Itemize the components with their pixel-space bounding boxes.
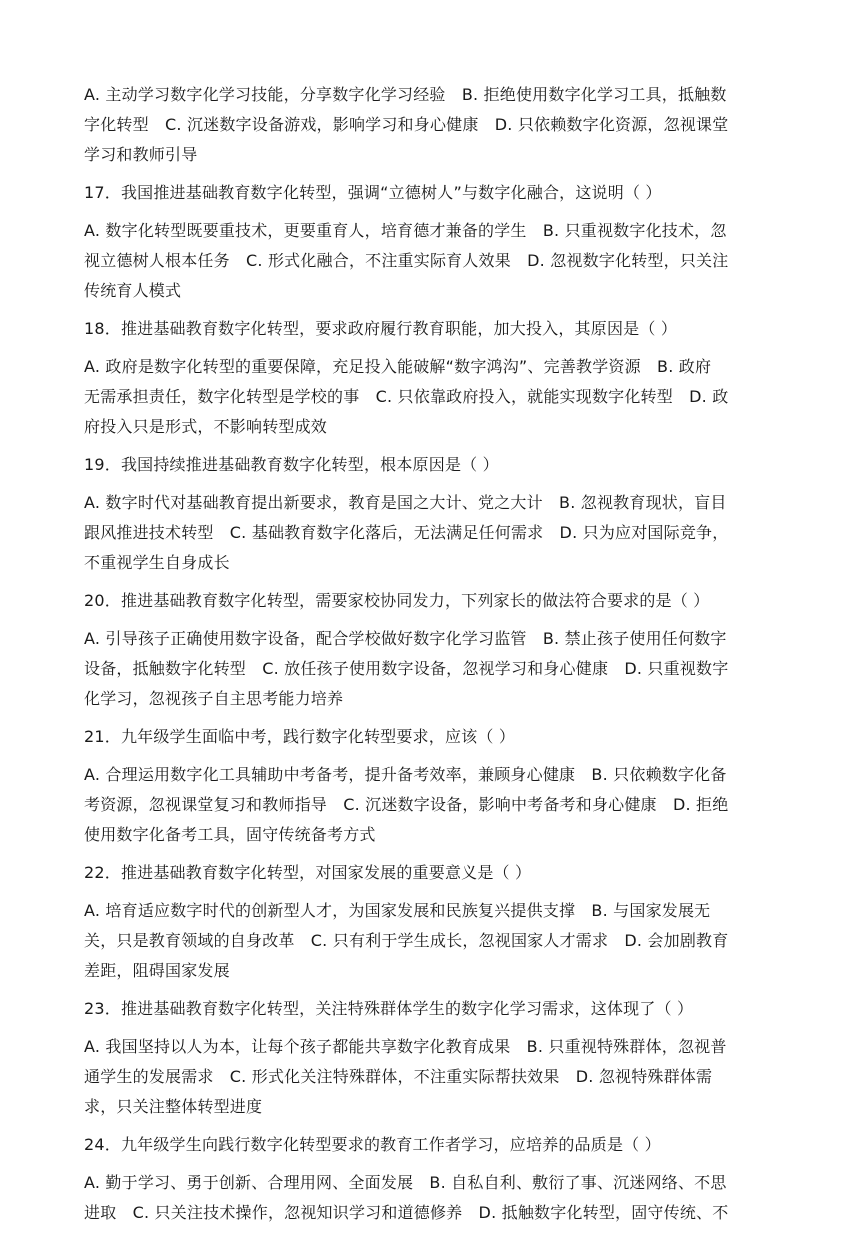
text-line: A. 培育适应数字时代的创新型人才，为国家发展和民族复兴提供支撑 B. 与国家发展无 (84, 901, 711, 920)
text-line: 求，只关注整体转型进度 (84, 1097, 263, 1116)
text-line: 字化转型 C. 沉迷数字设备游戏，影响学习和身心健康 D. 只依赖数字化资源，忽视课堂 (84, 115, 729, 134)
answer-options (84, 352, 789, 442)
text-line: 无需承担责任，数字化转型是学校的事 C. 只依靠政府投入，就能实现数字化转型 D. 政 (84, 387, 729, 406)
text-line: 24．九年级学生向践行数字化转型要求的教育工作者学习，应培养的品质是（ ） (84, 1135, 661, 1154)
answer-options (84, 896, 789, 986)
text-line: A. 政府是数字化转型的重要保障，充足投入能破解“数字鸿沟”、完善教学资源 B. 政府 (84, 357, 712, 376)
text-line: 不重视学生自身成长 (84, 553, 230, 572)
text-line: 学习和教师引导 (84, 145, 198, 164)
question-stem (84, 722, 789, 752)
text-line: 传统育人模式 (84, 281, 182, 300)
text-line: 考资源，忽视课堂复习和教师指导 C. 沉迷数字设备，影响中考备考和身心健康 D. 拒绝 (84, 795, 729, 814)
text-line: 19．我国持续推进基础教育数字化转型，根本原因是（ ） (84, 455, 499, 474)
answer-options (84, 624, 789, 714)
question-stem (84, 314, 789, 344)
answer-options (84, 1168, 789, 1228)
text-line: 进取 C. 只关注技术操作，忽视知识学习和道德修养 D. 抵触数字化转型，固守传统、不 (84, 1203, 729, 1222)
question-stem (84, 1130, 789, 1160)
text-line: 府投入只是形式，不影响转型成效 (84, 417, 328, 436)
text-line: 23．推进基础教育数字化转型，关注特殊群体学生的数字化学习需求，这体现了（ ） (84, 999, 694, 1018)
text-line: 20．推进基础教育数字化转型，需要家校协同发力，下列家长的做法符合要求的是（ ） (84, 591, 710, 610)
text-line: A. 勤于学习、勇于创新、合理用网、全面发展 B. 自私自利、敷衍了事、沉迷网络、不思 (84, 1173, 727, 1192)
text-line: 18．推进基础教育数字化转型，要求政府履行教育职能，加大投入，其原因是（ ） (84, 319, 678, 338)
text-line: A. 合理运用数字化工具辅助中考备考，提升备考效率，兼顾身心健康 B. 只依赖数字化备 (84, 765, 727, 784)
text-line: A. 引导孩子正确使用数字设备，配合学校做好数字化学习监管 B. 禁止孩子使用任何数字 (84, 629, 727, 648)
text-line: 17．我国推进基础教育数字化转型，强调“立德树人”与数字化融合，这说明（ ） (84, 183, 662, 202)
answer-options (84, 760, 789, 850)
text-line: 差距，阻碍国家发展 (84, 961, 230, 980)
question-stem (84, 450, 789, 480)
text-line: 21．九年级学生面临中考，践行数字化转型要求，应该（ ） (84, 727, 516, 746)
answer-options (84, 80, 789, 170)
question-stem (84, 858, 789, 888)
text-line: 化学习，忽视孩子自主思考能力培养 (84, 689, 344, 708)
question-stem (84, 586, 789, 616)
question-stem (84, 178, 789, 208)
text-line: 使用数字化备考工具，固守传统备考方式 (84, 825, 376, 844)
text-line: 视立德树人根本任务 C. 形式化融合，不注重实际育人效果 D. 忽视数字化转型，只关注 (84, 251, 729, 270)
text-line: 设备，抵触数字化转型 C. 放任孩子使用数字设备，忽视学习和身心健康 D. 只重视数字 (84, 659, 729, 678)
question-stem (84, 994, 789, 1024)
text-line: A. 数字时代对基础教育提出新要求，教育是国之大计、党之大计 B. 忽视教育现状，盲目 (84, 493, 727, 512)
text-line: A. 我国坚持以人为本，让每个孩子都能共享数字化教育成果 B. 只重视特殊群体，忽视普 (84, 1037, 727, 1056)
text-line: 关，只是教育领域的自身改革 C. 只有利于学生成长，忽视国家人才需求 D. 会加剧教育 (84, 931, 729, 950)
answer-options (84, 216, 789, 306)
document-page (84, 80, 789, 1236)
answer-options (84, 1032, 789, 1122)
text-line: A. 数字化转型既要重技术，更要重育人，培育德才兼备的学生 B. 只重视数字化技术，忽 (84, 221, 727, 240)
answer-options (84, 488, 789, 578)
text-line: A. 主动学习数字化学习技能，分享数字化学习经验 B. 拒绝使用数字化学习工具，抵触数 (84, 85, 727, 104)
text-line: 22．推进基础教育数字化转型，对国家发展的重要意义是（ ） (84, 863, 532, 882)
text-line: 跟风推进技术转型 C. 基础教育数字化落后，无法满足任何需求 D. 只为应对国际竞争， (84, 523, 729, 542)
text-line: 通学生的发展需求 C. 形式化关注特殊群体，不注重实际帮扶效果 D. 忽视特殊群体需 (84, 1067, 713, 1086)
